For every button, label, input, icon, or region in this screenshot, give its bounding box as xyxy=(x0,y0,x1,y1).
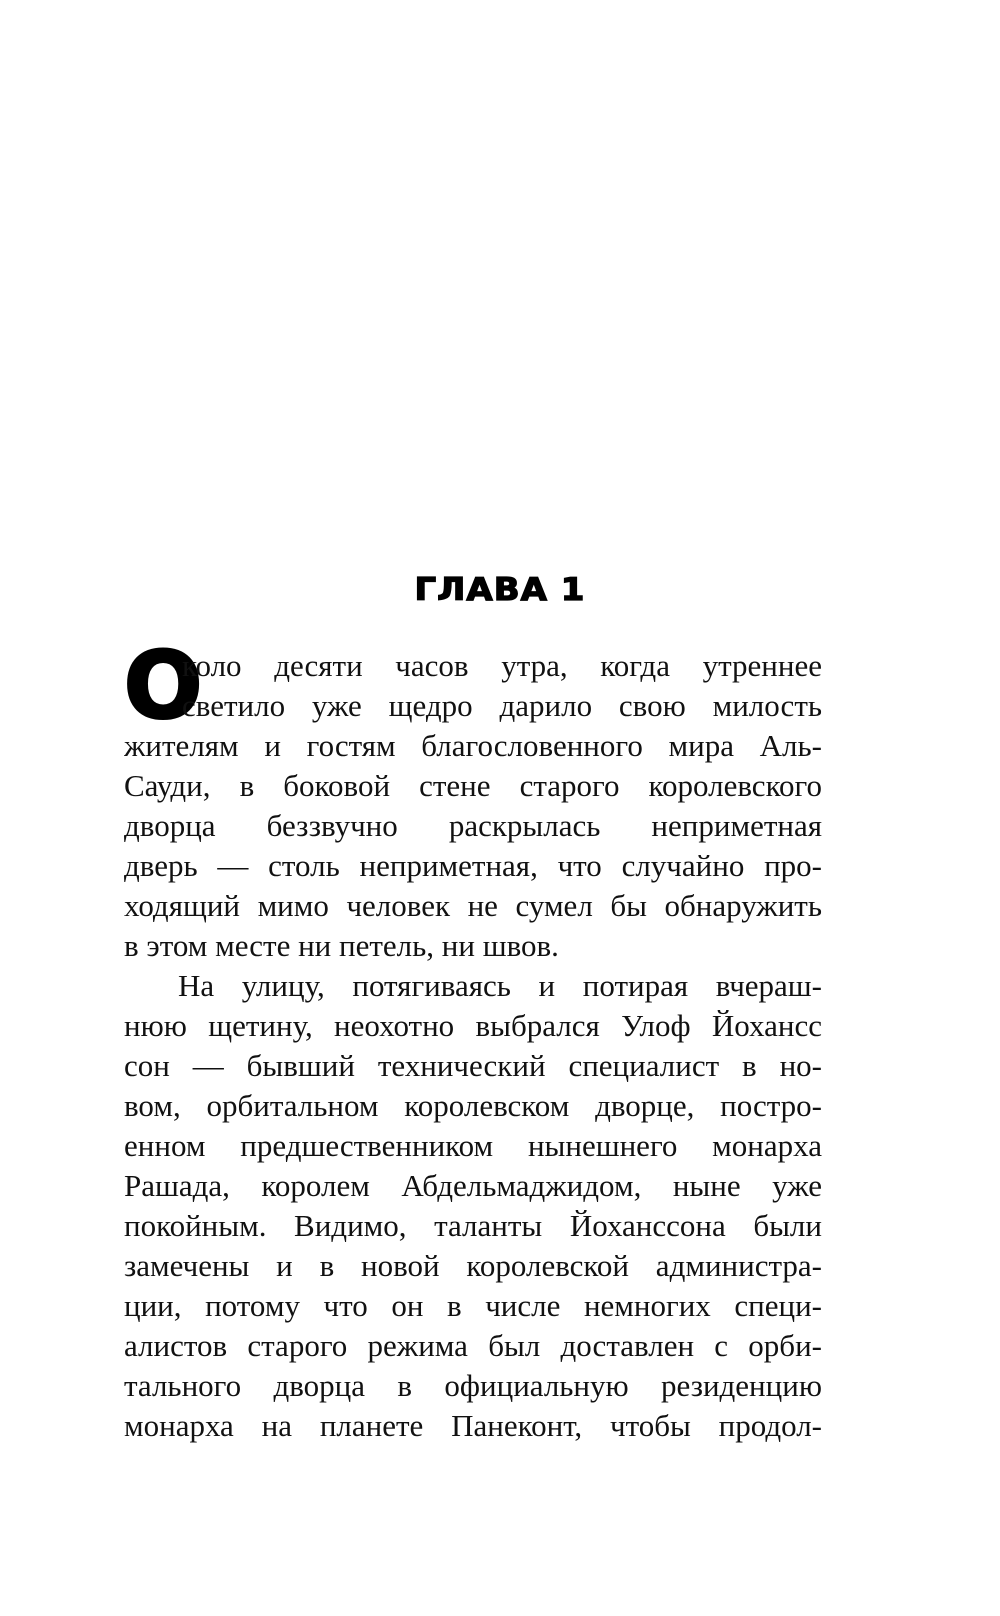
drop-cap: О xyxy=(124,632,203,739)
chapter-heading: ГЛАВА 1 xyxy=(414,571,586,609)
text-line: дверь — столь неприметная, что случайно про- xyxy=(124,848,822,883)
text-line: монарха на планете Панеконт, чтобы продол- xyxy=(124,1408,822,1443)
text-line: сон — бывший технический специалист в но- xyxy=(124,1048,822,1083)
text-line: светило уже щедро дарило свою милость xyxy=(182,688,822,723)
text-line: замечены и в новой королевской администра- xyxy=(124,1248,822,1283)
text-line: ции, потому что он в числе немногих специ- xyxy=(124,1288,822,1323)
text-line: тального дворца в официальную резиденцию xyxy=(124,1368,822,1403)
text-line: покойным. Видимо, таланты Йохансcона были xyxy=(124,1208,822,1243)
text-line: ходящий мимо человек не сумел бы обнаружить xyxy=(124,888,822,923)
text-line: Рашада, королем Абдельмаджидом, ныне уже xyxy=(124,1168,822,1203)
text-line: Сауди, в боковой стене старого королевского xyxy=(124,768,822,803)
text-line: нюю щетину, неохотно выбрался Улоф Йохансс xyxy=(124,1008,822,1043)
text-line: в этом месте ни петель, ни швов. xyxy=(124,928,559,963)
body-text xyxy=(124,632,822,1446)
text-line: коло десяти часов утра, когда утреннее xyxy=(182,648,822,683)
text-line: вом, орбитальном королевском дворце, постро- xyxy=(124,1088,822,1123)
text-line: алистов старого режима был доставлен с орби- xyxy=(124,1328,822,1363)
text-line: дворца беззвучно раскрылась неприметная xyxy=(124,808,822,843)
text-line: жителям и гостям благословенного мира Аль- xyxy=(124,728,822,763)
text-line: енном предшественником нынешнего монарха xyxy=(124,1128,822,1163)
text-line: На улицу, потягиваясь и потирая вчераш- xyxy=(178,968,822,1003)
